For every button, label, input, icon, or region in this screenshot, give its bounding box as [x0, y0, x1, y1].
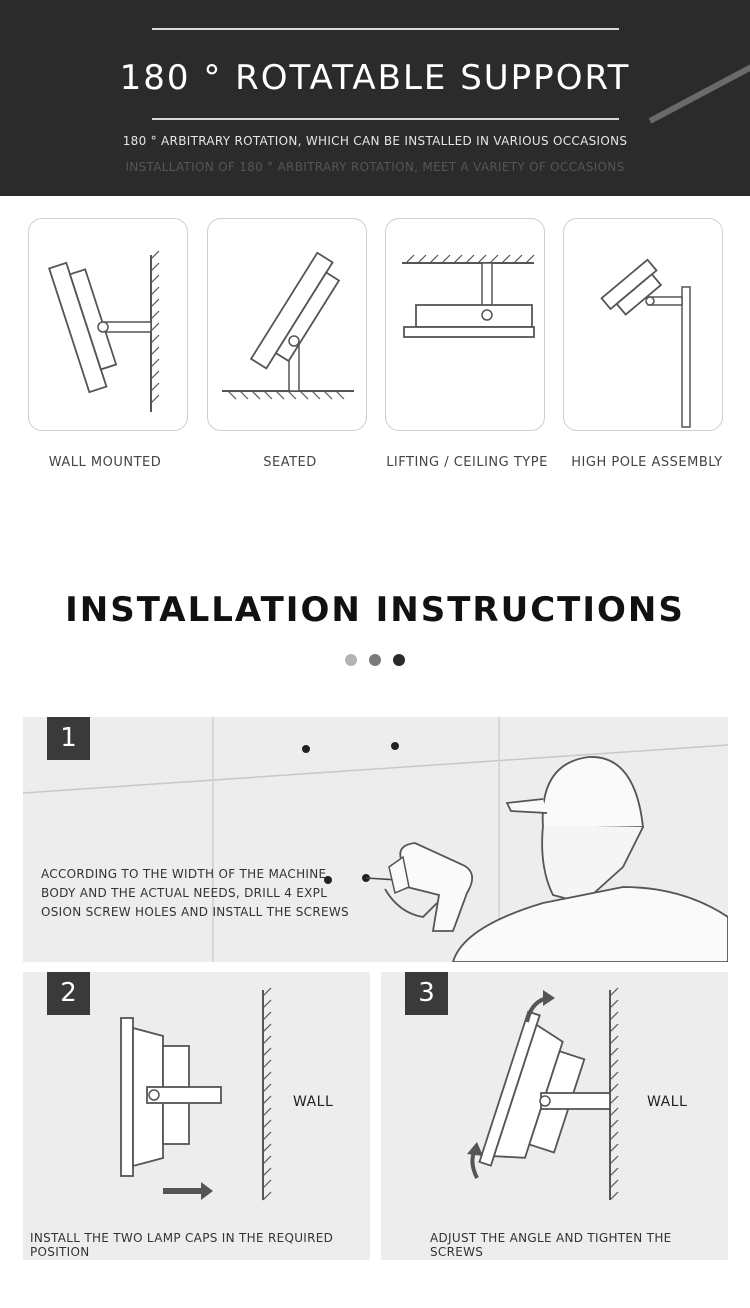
seated-mount-icon: [208, 219, 368, 432]
wall-mount-icon: [29, 219, 189, 432]
pole-mount-label: HIGH POLE ASSEMBLY: [571, 455, 723, 470]
step-2-illustration: [23, 972, 370, 1260]
pole-mount-icon: [564, 219, 724, 432]
step-3-text: ADJUST THE ANGLE AND TIGHTEN THE SCREWS: [430, 1231, 672, 1259]
step-2-text: INSTALL THE TWO LAMP CAPS IN THE REQUIRED POSITION: [30, 1231, 334, 1259]
seated-mount-card: [207, 218, 367, 431]
step-1-panel: [23, 717, 728, 962]
banner-bottom-rule: [152, 118, 619, 120]
step-2-panel: [23, 972, 370, 1260]
carousel-dot-3: [393, 654, 405, 666]
header-banner: [0, 0, 750, 196]
seated-mount-label: SEATED: [263, 455, 317, 470]
banner-subtitle: 180 ° ARBITRARY ROTATION, WHICH CAN BE INSTALLED IN VARIOUS OCCASIONS: [122, 134, 628, 148]
wall-mount-card: [28, 218, 188, 431]
step-1-text-line-3: OSION SCREW HOLES AND INSTALL THE SCREWS: [41, 905, 349, 919]
carousel-dot-1: [345, 654, 357, 666]
ceiling-mount-label: LIFTING / CEILING TYPE: [386, 455, 548, 470]
step-1-illustration: [23, 717, 728, 962]
pole-mount-card: [563, 218, 723, 431]
banner-title: 180 ° ROTATABLE SUPPORT: [119, 58, 631, 98]
step-3-wall-label: WALL: [647, 1094, 688, 1110]
banner-top-rule: [152, 28, 619, 30]
step-2-badge: 2: [47, 972, 90, 1015]
step-3-illustration: [381, 972, 728, 1260]
step-1-text-line-1: ACCORDING TO THE WIDTH OF THE MACHINE: [41, 867, 327, 881]
instructions-title: INSTALLATION INSTRUCTIONS: [65, 590, 685, 630]
step-3-panel: [381, 972, 728, 1260]
banner-subtitle-faded: INSTALLATION OF 180 ° ARBITRARY ROTATION, MEET A VARIETY OF OCCASIONS: [125, 160, 625, 174]
ceiling-mount-card: [385, 218, 545, 431]
carousel-dot-2: [369, 654, 381, 666]
step-2-wall-label: WALL: [293, 1094, 334, 1110]
step-1-badge: 1: [47, 717, 90, 760]
step-1-text-line-2: BODY AND THE ACTUAL NEEDS, DRILL 4 EXPL: [41, 886, 328, 900]
step-3-badge: 3: [405, 972, 448, 1015]
wall-mount-label: WALL MOUNTED: [48, 455, 162, 470]
ceiling-mount-icon: [386, 219, 546, 432]
step-1-text: [41, 865, 349, 922]
